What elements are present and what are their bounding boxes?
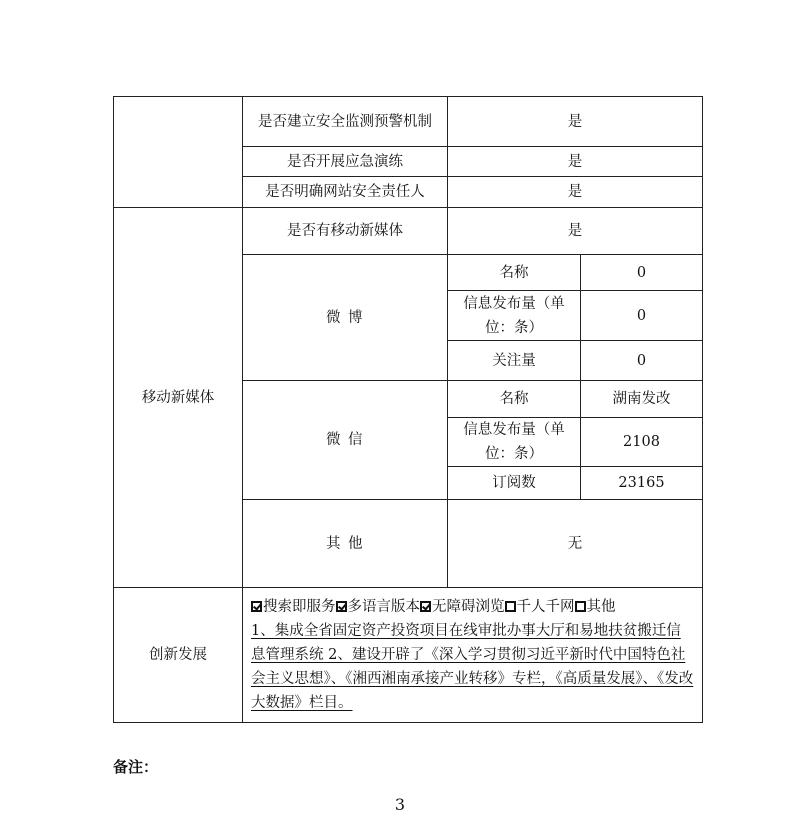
option-multilingual: 多语言版本 — [336, 599, 421, 615]
weibo-name-value: 0 — [581, 255, 703, 291]
wechat-name-label: 名称 — [448, 381, 581, 418]
wechat-posts-value: 2108 — [581, 418, 703, 467]
weibo-followers-label: 关注量 — [448, 341, 581, 381]
table-row — [114, 208, 703, 255]
table-row — [114, 97, 703, 147]
weibo-posts-value: 0 — [581, 291, 703, 341]
wechat-label: 微 信 — [243, 381, 448, 500]
checkbox-unchecked-icon — [575, 601, 586, 612]
has-media-label: 是否有移动新媒体 — [243, 208, 448, 255]
weibo-followers-value: 0 — [581, 341, 703, 381]
other-media-label: 其 他 — [243, 500, 448, 588]
checkbox-checked-icon — [251, 601, 262, 612]
checkbox-unchecked-icon — [505, 601, 516, 612]
option-accessibility: 无障碍浏览 — [420, 599, 505, 615]
drill-label: 是否开展应急演练 — [243, 147, 448, 177]
option-other: 其他 — [575, 599, 616, 615]
monitoring-value: 是 — [448, 97, 703, 147]
other-media-value: 无 — [448, 500, 703, 588]
wechat-subs-value: 23165 — [581, 467, 703, 500]
innovation-content — [243, 588, 703, 723]
checkbox-checked-icon — [336, 601, 347, 612]
weibo-posts-label: 信息发布量（单位：条） — [448, 291, 581, 341]
media-section-label: 移动新媒体 — [114, 208, 243, 588]
innovation-description: 1、集成全省固定资产投资项目在线审批办事大厅和易地扶贫搬迁信息管理系统 2、建设开辟了《深入学习贯彻习近平新时代中国特色社会主义思想》、《湘西湘南承接产业转移》专栏，《高质量发展》、《发改大数据》栏目。 — [251, 623, 694, 711]
report-table — [113, 96, 703, 723]
wechat-subs-label: 订阅数 — [448, 467, 581, 500]
wechat-posts-label: 信息发布量（单位：条） — [448, 418, 581, 467]
drill-value: 是 — [448, 147, 703, 177]
page-number: 3 — [394, 795, 406, 814]
weibo-label: 微 博 — [243, 255, 448, 381]
weibo-name-label: 名称 — [448, 255, 581, 291]
checkbox-checked-icon — [420, 601, 431, 612]
table-row — [114, 588, 703, 723]
has-media-value: 是 — [448, 208, 703, 255]
owner-label: 是否明确网站安全责任人 — [243, 177, 448, 208]
option-personalized: 千人千网 — [505, 599, 575, 615]
owner-value: 是 — [448, 177, 703, 208]
innovation-section-label: 创新发展 — [114, 588, 243, 723]
innovation-options — [251, 595, 694, 619]
option-search-service: 搜索即服务 — [251, 599, 336, 615]
note-label: 备注： — [113, 758, 159, 776]
wechat-name-value: 湖南发改 — [581, 381, 703, 418]
security-section-cell — [114, 97, 243, 208]
monitoring-label: 是否建立安全监测预警机制 — [243, 97, 448, 147]
